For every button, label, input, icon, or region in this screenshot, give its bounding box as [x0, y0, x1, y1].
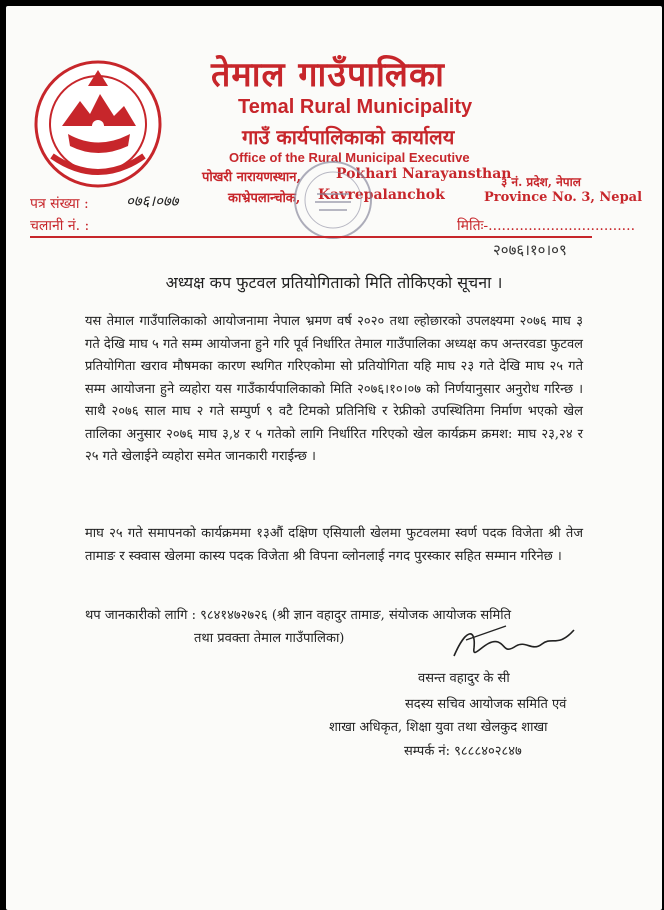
- office-stamp-icon: [291, 158, 375, 242]
- org-name-nepali: तेमाल गाउँपालिका: [211, 55, 445, 95]
- signatory-role-1: सदस्य सचिव आयोजक समिति एवं: [405, 697, 567, 712]
- notice-paragraph-1: यस तेमाल गाउँपालिकाको आयोजनामा नेपाल भ्रमण वर्ष २०२० तथा ल्होछारको उपलक्ष्यमा २०७६ माघ ३ गते देखि माघ ५ गते सम्म आयोजना हुने गरि पूर्व निर्धारित तेमाल गाउँपालिका अध्यक्ष कप अन्तरवडा फुटवल प्रतियोगिता खराव मौषमका कारण स्थगित गरिएकोमा सो प्रतियोगिता यहि माघ २३ गते देखि माघ २५ गते सम्म आयोजना हुने व्यहोरा यस गाउँकार्यपालिकाको मिति २०७६।१०।०७ को निर्णयानुसार अनुरोध गरिन्छ ।साथै २०७६ साल माघ २ गते सम्पुर्ण ९ वटै टिमको प्रतिनिधि र रेफ्रीको उपस्थितिमा निर्माण भएको खेल तालिका अनुसार २०७६ माघ ३,४ र ५ गतेको लागि निर्धारित गरिएको खेल कार्यक्रम क्रमश: माघ २३,२४ र २५ गते खेलाईने व्यहोरा समेत जानकारी गराईन्छ ।: [85, 314, 583, 464]
- date-label: मितिः-.................................: [457, 218, 636, 234]
- office-name-english: Office of the Rural Municipal Executive: [229, 150, 470, 165]
- signatory-name: वसन्त वहादुर के सी: [418, 671, 510, 686]
- address-english-1: Pokhari Narayansthan: [336, 166, 512, 182]
- province-english: Province No. 3, Nepal: [484, 190, 643, 205]
- office-name-nepali: गाउँ कार्यपालिकाको कार्यालय: [242, 125, 455, 149]
- province-nepali: ३ नं. प्रदेश, नेपाल: [501, 175, 581, 189]
- municipality-emblem-icon: [32, 56, 164, 196]
- signature-icon: [446, 618, 586, 666]
- dispatch-number-label: चलानी नं. :: [30, 218, 90, 234]
- address-english-2: Kavrepalanchok: [318, 187, 445, 203]
- contact-info-line-1: थप जानकारीको लागि : ९८४१४७२७२६ (श्री ज्ञान वहादुर तामाङ, संयोजक आयोजक समिति: [85, 608, 512, 623]
- reference-number-value: ०७६।०७७: [126, 192, 179, 210]
- org-name-english: Temal Rural Municipality: [238, 96, 473, 118]
- header-divider: [30, 236, 592, 238]
- notice-letter: [6, 6, 662, 910]
- reference-number-label: पत्र संख्या :: [30, 196, 89, 212]
- signatory-role-2: शाखा अधिकृत, शिक्षा युवा तथा खेलकुद शाखा: [329, 720, 548, 735]
- notice-paragraph-2: माघ २५ गते समापनको कार्यक्रममा १३औं दक्षिण एसियाली खेलमा फुटवलमा स्वर्ण पदक विजेता श्री तेज तामाङ र स्क्वास खेलमा कास्य पदक विजेता श्री विपना व्लोनलाई नगद पुरस्कार सहित सम्मान गरिनेछ ।: [85, 526, 583, 564]
- contact-info-line-2: तथा प्रवक्ता तेमाल गाउँपालिका): [194, 631, 345, 646]
- address-nepali-2: काभ्रेपलान्चोक,: [228, 191, 301, 206]
- notice-heading: अध्यक्ष कप फुटवल प्रतियोगिताको मिति तोकिएको सूचना ।: [165, 273, 503, 292]
- date-value: २०७६।१०।०९: [493, 241, 567, 259]
- signatory-phone: सम्पर्क नं: ९८८८४०२८४७: [404, 744, 522, 759]
- address-nepali-1: पोखरी नारायणस्थान,: [202, 170, 302, 185]
